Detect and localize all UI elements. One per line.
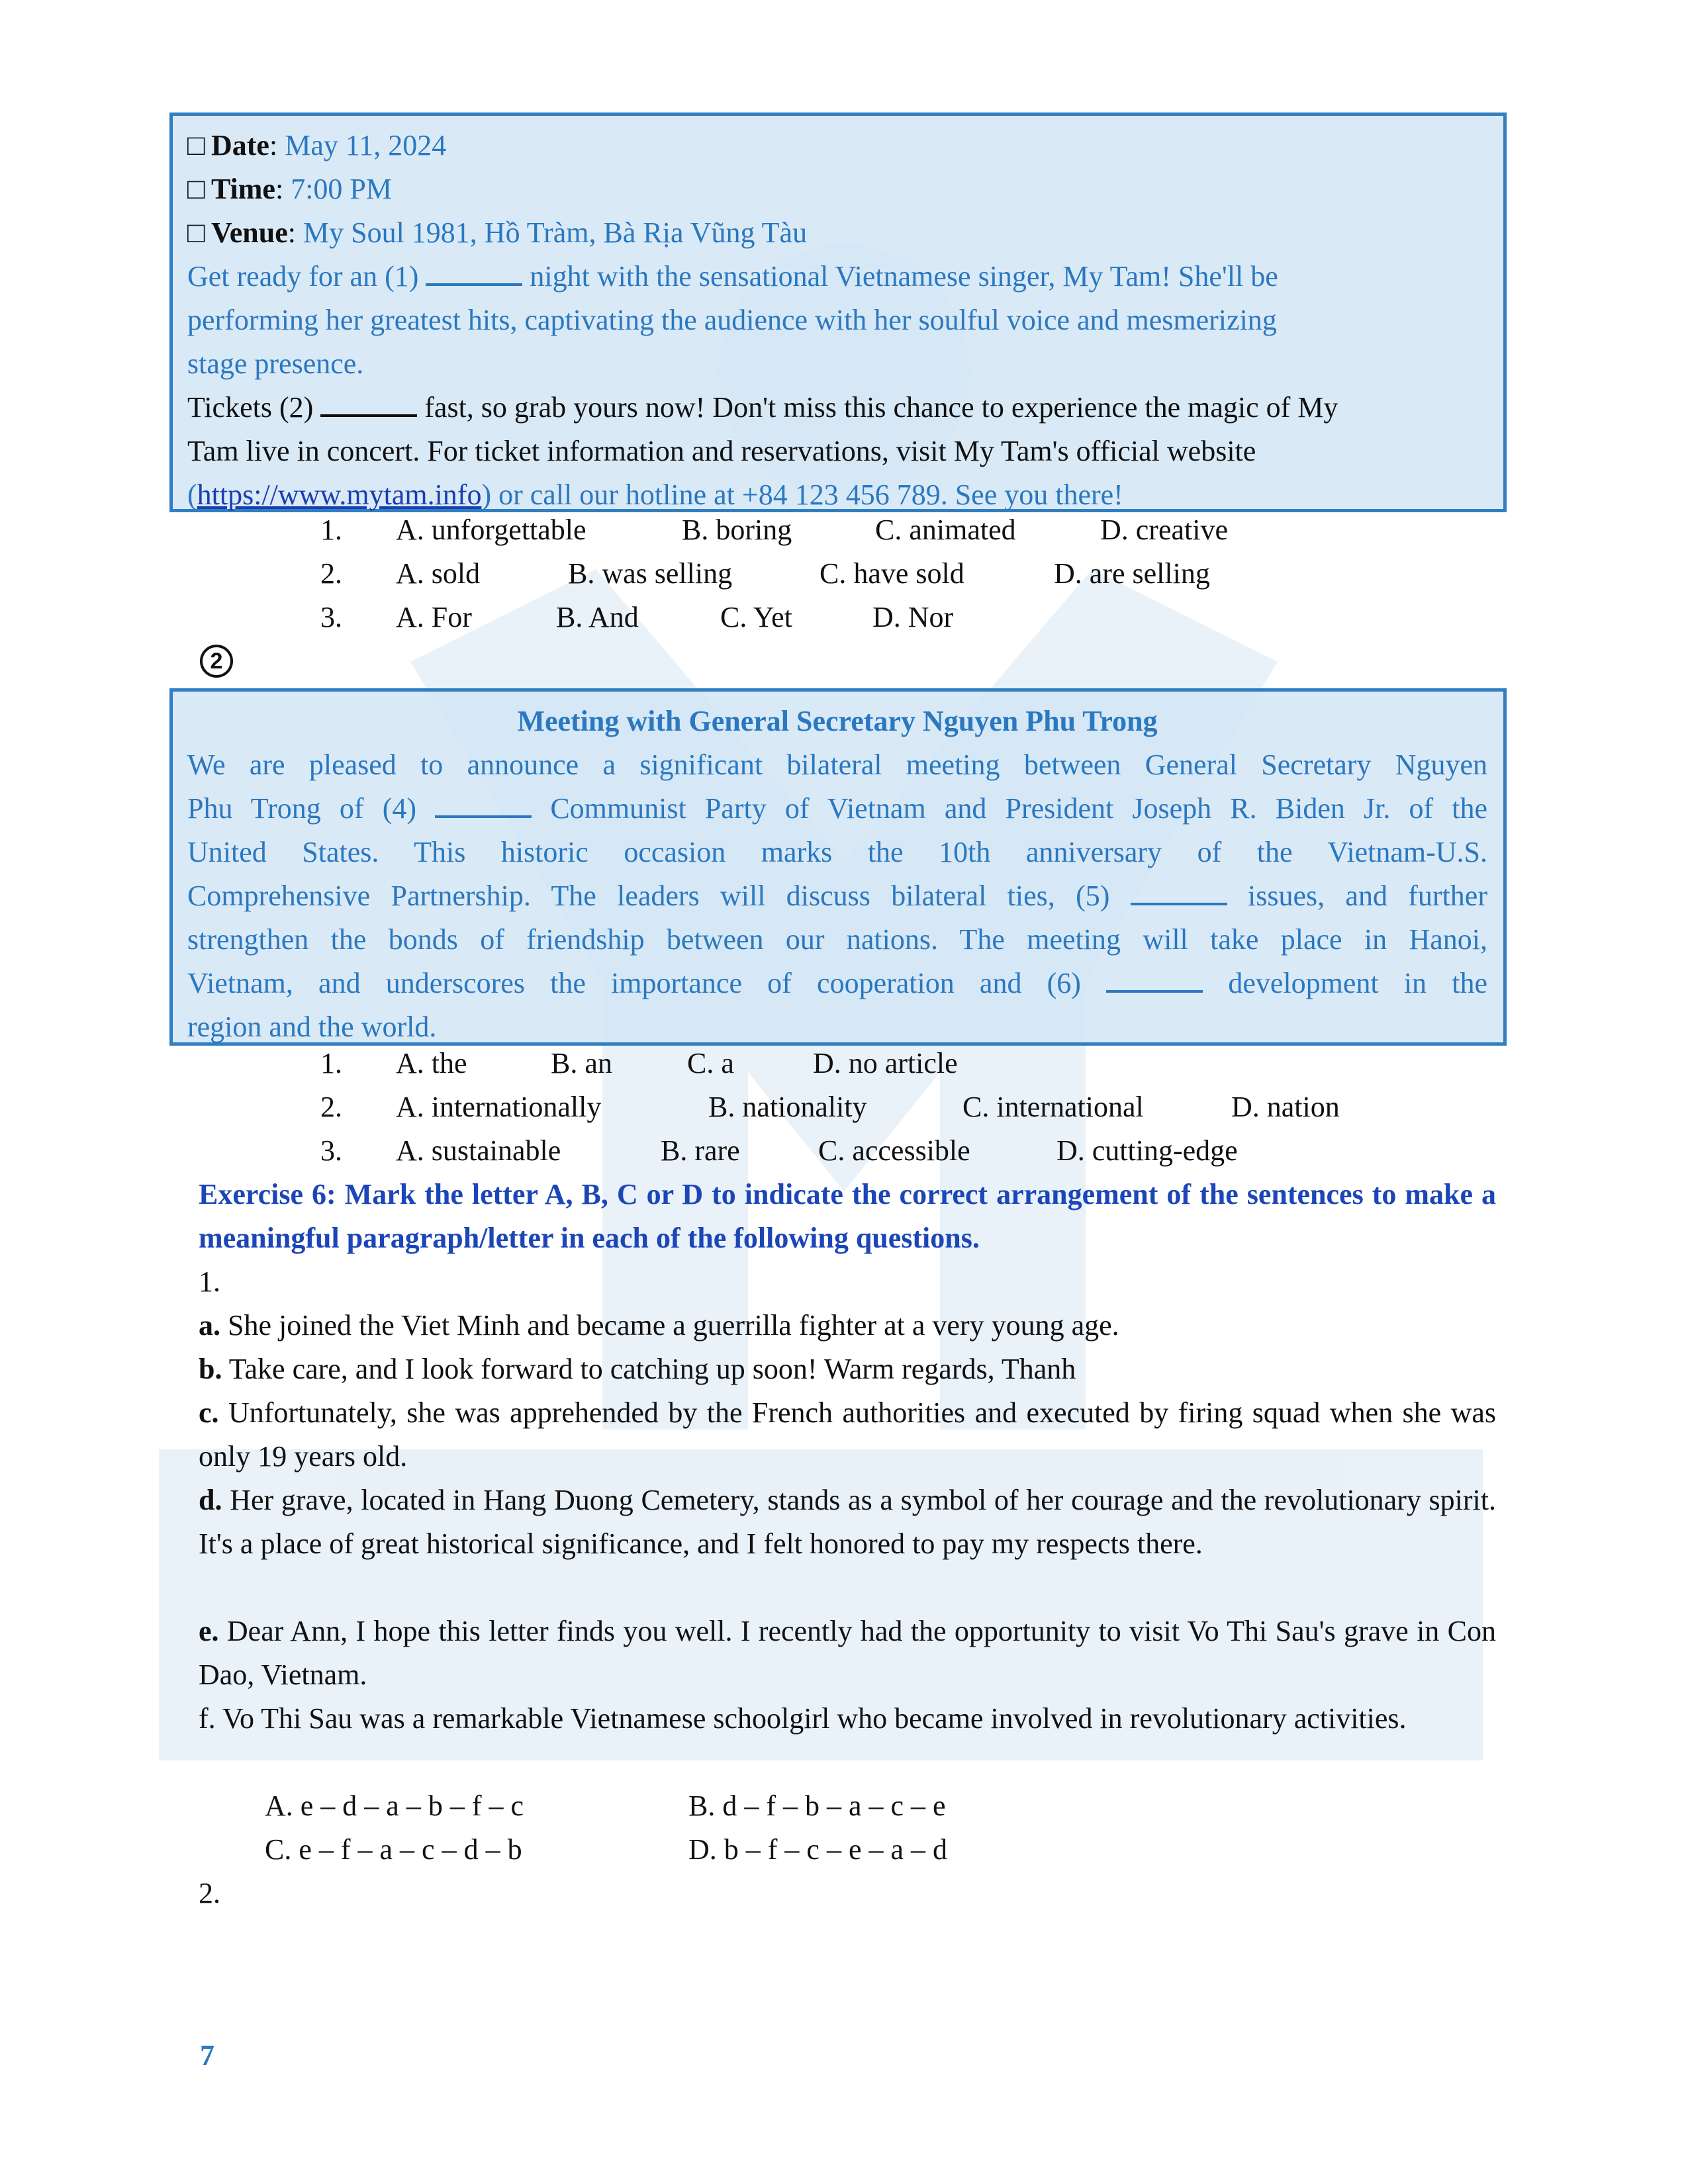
answer-option[interactable]: D. b – f – c – e – a – d — [688, 1833, 948, 1866]
option[interactable]: C. have sold — [820, 557, 964, 590]
option[interactable]: A. For — [396, 601, 472, 633]
answer-option[interactable]: C. e – f – a – c – d – b — [265, 1833, 522, 1866]
para1-line3: stage presence. — [187, 347, 364, 380]
para2-line2: Tam live in concert. For ticket information and reservations, visit My Tam's official website — [187, 435, 1256, 467]
option[interactable]: D. cutting-edge — [1056, 1134, 1238, 1167]
meeting-line5: strengthen the bonds of friendship between our nations. The meeting will take place in Hanoi, — [187, 923, 1487, 956]
time-value: 7:00 PM — [291, 173, 393, 205]
blank-2 — [320, 392, 417, 417]
option[interactable]: D. are selling — [1054, 557, 1210, 590]
option[interactable]: B. boring — [682, 514, 792, 546]
blank-1 — [426, 261, 522, 286]
para1-line1: Get ready for an (1) night with the sensational Vietnamese singer, My Tam! She'll be — [187, 260, 1278, 293]
option[interactable]: B. rare — [661, 1134, 740, 1167]
bullet-icon: □ — [187, 173, 205, 205]
question-number: 2. — [199, 1877, 220, 1909]
option[interactable]: C. international — [962, 1091, 1144, 1123]
blank-4 — [435, 793, 532, 818]
date-label: Date — [211, 129, 269, 161]
date-line: □ Date: May 11, 2024 — [187, 124, 1487, 167]
option[interactable]: D. nation — [1231, 1091, 1340, 1123]
bullet-icon: □ — [187, 129, 205, 161]
meeting-notice-box — [169, 688, 1507, 1046]
option[interactable]: D. no article — [813, 1047, 958, 1079]
option[interactable]: B. And — [556, 601, 639, 633]
option[interactable]: B. an — [551, 1047, 612, 1079]
option[interactable]: A. the — [396, 1047, 467, 1079]
time-label: Time — [211, 173, 275, 205]
option[interactable]: A. unforgettable — [396, 514, 586, 546]
sentence-item: c. Unfortunately, she was apprehended by the French authorities and executed by firing squad when she was only 19 years old. — [199, 1396, 1497, 1473]
option[interactable]: A. internationally — [396, 1091, 602, 1123]
concert-notice-box — [169, 113, 1507, 512]
venue-line: □ Venue: My Soul 1981, Hồ Tràm, Bà Rịa Vũng Tàu — [187, 211, 1487, 255]
section-2-marker: 2 — [200, 645, 233, 678]
date-value: May 11, 2024 — [285, 129, 447, 161]
para1-line2: performing her greatest hits, captivating the audience with her soulful voice and mesmerizing — [187, 304, 1277, 336]
venue-value: My Soul 1981, Hồ Tràm, Bà Rịa Vũng Tàu — [303, 216, 808, 249]
sentence-item: a. She joined the Viet Minh and became a guerrilla fighter at a very young age. — [199, 1309, 1119, 1342]
option[interactable]: D. creative — [1100, 514, 1228, 546]
sentence-item: b. Take care, and I look forward to catching up soon! Warm regards, Thanh — [199, 1353, 1076, 1385]
answer-option[interactable]: A. e – d – a – b – f – c — [265, 1790, 524, 1822]
option[interactable]: C. a — [687, 1047, 734, 1079]
website-link[interactable]: https://www.mytam.info — [197, 478, 482, 511]
meeting-line1: We are pleased to announce a significant bilateral meeting between General Secretary Nguyen — [187, 749, 1487, 781]
exercise-6-heading: Exercise 6: Mark the letter A, B, C or D to indicate the correct arrangement of the sentences to make a meaningful paragraph/letter in each of the following questions. — [199, 1178, 1496, 1254]
sentence-item: d. Her grave, located in Hang Duong Cemetery, stands as a symbol of her courage and the revolutionary spirit. It's a place of great historical significance, and I felt honored to pay my respects there. — [199, 1484, 1497, 1560]
option[interactable]: C. Yet — [720, 601, 792, 633]
meeting-line2: Phu Trong of (4) Communist Party of Vietnam and President Joseph R. Biden Jr. of the — [187, 792, 1488, 825]
option[interactable]: A. sold — [396, 557, 481, 590]
option[interactable]: B. was selling — [568, 557, 733, 590]
option[interactable]: A. sustainable — [396, 1134, 561, 1167]
bullet-icon: □ — [187, 216, 205, 249]
meeting-title: Meeting with General Secretary Nguyen Phu Trong — [517, 705, 1158, 737]
time-line: □ Time: 7:00 PM — [187, 167, 1487, 211]
para2-line3: (https://www.mytam.info) or call our hotline at +84 123 456 789. See you there! — [187, 478, 1123, 511]
meeting-line3: United States. This historic occasion marks the 10th anniversary of the Vietnam-U.S. — [187, 836, 1487, 868]
blank-6 — [1106, 968, 1203, 993]
answer-option[interactable]: B. d – f – b – a – c – e — [688, 1790, 946, 1822]
option[interactable]: B. nationality — [708, 1091, 867, 1123]
blank-5 — [1131, 880, 1227, 905]
meeting-line6: Vietnam, and underscores the importance of cooperation and (6) development in the — [187, 967, 1487, 999]
option[interactable]: C. accessible — [818, 1134, 970, 1167]
venue-label: Venue — [211, 216, 288, 249]
question-number: 1. — [199, 1265, 220, 1298]
meeting-line4: Comprehensive Partnership. The leaders will discuss bilateral ties, (5) issues, and further — [187, 880, 1487, 912]
option[interactable]: C. animated — [875, 514, 1016, 546]
para2-line1: Tickets (2) fast, so grab yours now! Don't miss this chance to experience the magic of My — [187, 391, 1338, 424]
page-number: 7 — [200, 2039, 214, 2071]
sentence-item: e. Dear Ann, I hope this letter finds you well. I recently had the opportunity to visit Vo Thi Sau's grave in Con Dao, Vietnam. — [199, 1615, 1496, 1691]
meeting-line7: region and the world. — [187, 1011, 437, 1043]
sentence-item: f. Vo Thi Sau was a remarkable Vietnamese schoolgirl who became involved in revolutionary activities. — [199, 1702, 1407, 1735]
option[interactable]: D. Nor — [872, 601, 954, 633]
